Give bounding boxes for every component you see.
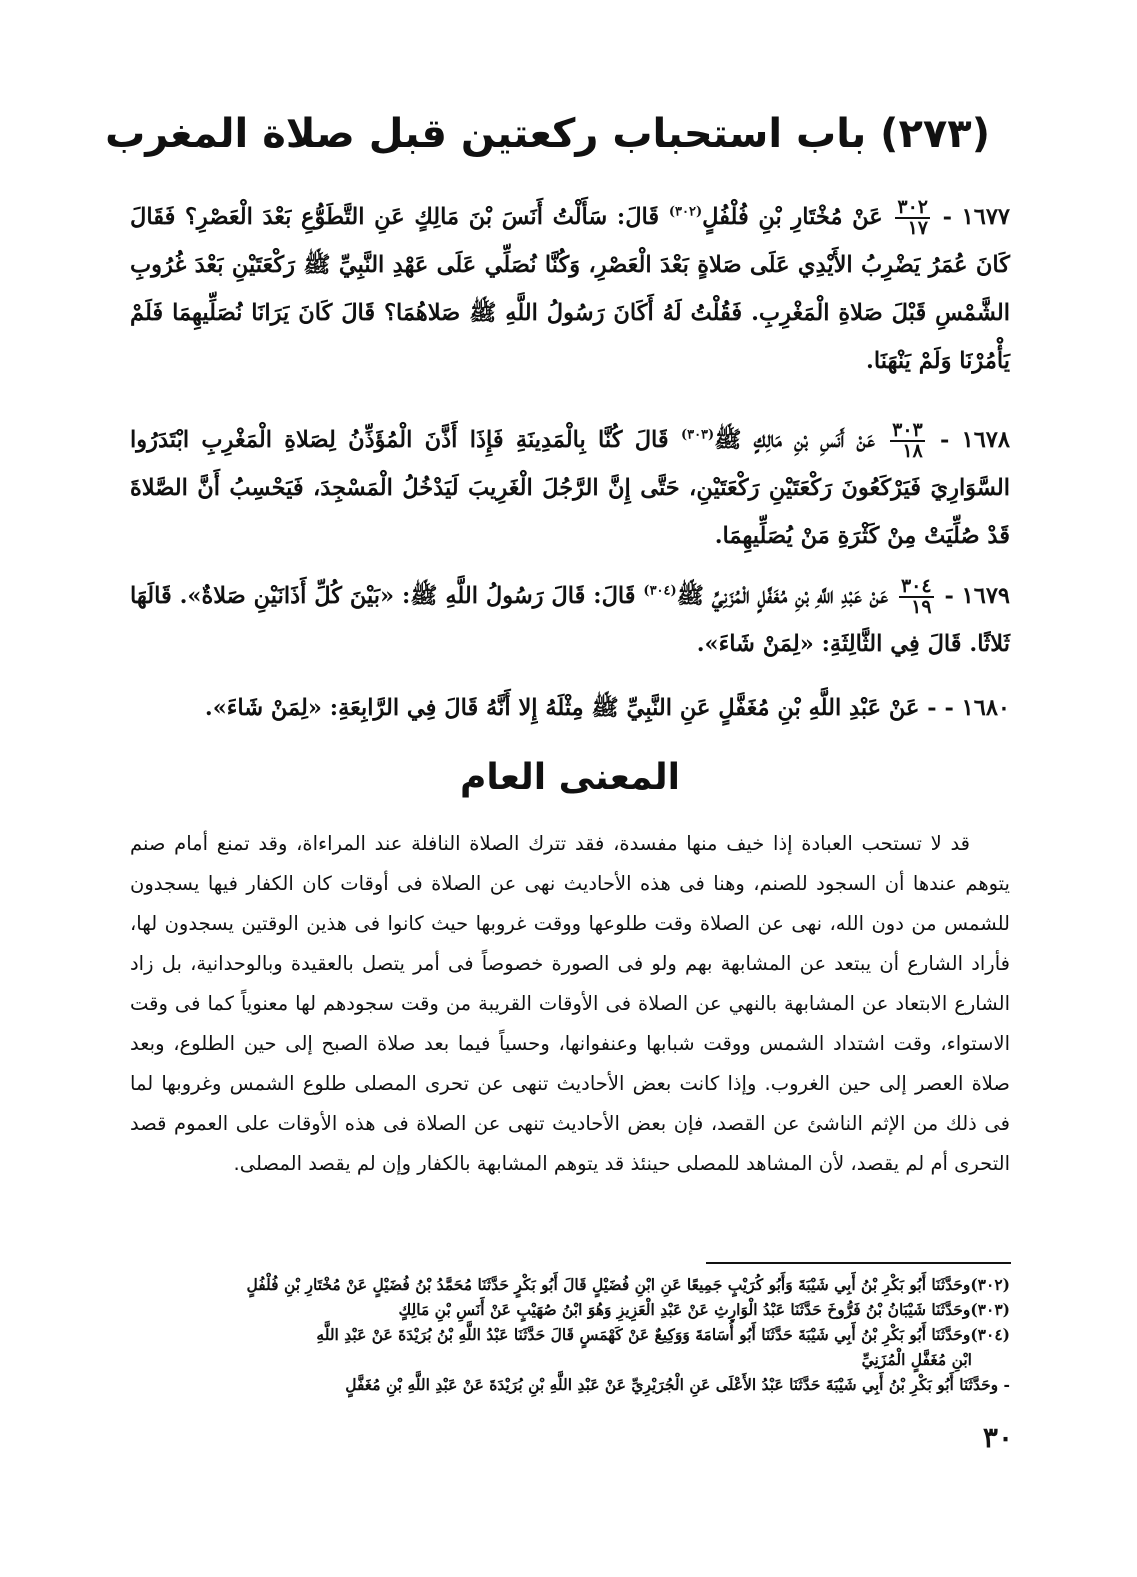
hadith-narrator: عَنْ أَنَسِ بْنِ مَالِكٍ ﷺ [714, 427, 875, 453]
footnote-marker: (٣٠٢) [668, 204, 703, 220]
hadith-1679 [130, 572, 1010, 672]
hadith-narrator: عَنْ عَبْدِ اللَّهِ بْنِ مُغَفَّلٍ الْمُزَنِيِّ ﷺ [676, 583, 889, 609]
section-title: المعنى العام [459, 757, 681, 798]
hadith-1677 [130, 193, 1010, 393]
footnote-303: (٣٠٣)وحَدَّثَنَا شَيْبَانُ بْنُ فَرُّوخَ حَدَّثَنَا عَبْدُ الْوَارِثِ عَنْ عَبْدِ الْعَزِيزِ وَهُوَ ابْنُ صُهَيْبٍ عَنْ أَنَسِ بْنِ مَالِكٍ [398, 1300, 1010, 1319]
hadith-reference-fraction [899, 577, 934, 617]
fraction-bottom: ١٩ [911, 596, 932, 618]
hadith-number: ١٦٧٩ - [944, 583, 1011, 609]
hadith-text: قَالَ: قَالَ رَسُولُ اللَّهِ ﷺ: «بَيْنَ كُلِّ أَذَانَيْنِ صَلاةٌ». قَالَهَا ثَلاثًا. قَالَ فِي الثَّالِثَةِ: «لِمَنْ شَاءَ». [130, 583, 1010, 657]
footnote-304: (٣٠٤)وحَدَّثَنَا أَبُو بَكْرِ بْنُ أَبِي شَيْبَةَ حَدَّثَنَا أَبُو أُسَامَةَ وَوَكِيعٌ عَنْ كَهْمَسٍ قَالَ حَدَّثَنَا عَبْدُ اللَّهِ بْنُ بُرَيْدَةَ عَنْ عَبْدِ اللَّهِ [316, 1325, 1010, 1344]
footnotes [126, 1272, 1010, 1397]
hadith-number: ١٦٨٠ - [944, 695, 1010, 721]
hadith-number: ١٦٧٧ - [942, 204, 1010, 230]
hadith-1678 [130, 416, 1010, 568]
hadith-text: - عَنْ عَبْدِ اللَّهِ بْنِ مُغَفَّلٍ عَنِ النَّبِيِّ ﷺ مِثْلَهُ إِلا أَنَّهُ قَالَ فِي الرَّابِعَةِ: «لِمَنْ شَاءَ». [204, 695, 937, 721]
footnote-extra-chain: - وحَدَّثَنَا أَبُو بَكْرِ بْنُ أَبِي شَيْبَةَ حَدَّثَنَا عَبْدُ الأَعْلَى عَنِ الْجُرَيْرِيِّ عَنْ عَبْدِ اللَّهِ بْنِ بُرَيْدَةَ عَنْ عَبْدِ اللَّهِ بْنِ مُغَفَّلٍ [345, 1375, 1010, 1394]
footnote-marker: (٣٠٤) [643, 583, 677, 599]
fraction-top: ٣٠٣ [892, 419, 923, 441]
commentary-paragraph: قد لا تستحب العبادة إذا خيف منها مفسدة، فقد تترك الصلاة النافلة عند المراءاة، وقد تمنع أمام صنم يتوهم عندها أن السجود للصنم، وهنا فى هذه الأحاديث نهى عن الصلاة فى أوقات كان الكفار فيها يسجدون للشمس من دون الله، نهى عن الصلاة وقت طلوعها ووقت غروبها حيث كانوا فى هذين الوقتين يسجدون لها، فأراد الشارع أن يبتعد عن المشابهة بهم ولو فى الصورة خصوصاً فى أمر يتصل بالعقيدة وبالوحدانية، بل زاد الشارع الابتعاد عن المشابهة بالنهي عن الصلاة فى الأوقات القريبة من وقت سجودهم لها معنوياً كما فى وقت الاستواء، وقت اشتداد الشمس ووقت شبابها وعنفوانها، وحسياً فيما بعد صلاة الصبح إلى حين الطلوع، وبعد صلاة العصر إلى حين الغروب. وإذا كانت بعض الأحاديث تنهى عن تحرى المصلى طلوع الشمس وغروبها لما فى ذلك من الإثم الناشئ عن القصد، فإن بعض الأحاديث تنهى عن الصلاة فى هذه الأوقات على العموم قصد التحرى أم لم يقصد، لأن المشاهد للمصلى حينئذ قد يتوهم المشابهة بالكفار وإن لم يقصد المصلى. [130, 832, 1010, 1175]
hadith-text: قَالَ كُنَّا بِالْمَدِينَةِ فَإِذَا أَذَّنَ الْمُؤَذِّنُ لِصَلاةِ الْمَغْرِبِ ابْتَدَرُوا السَّوَارِيَ فَيَرْكَعُونَ رَكْعَتَيْنِ رَكْعَتَيْنِ، حَتَّى إِنَّ الرَّجُلَ الْغَرِيبَ لَيَدْخُلُ الْمَسْجِدَ، فَيَحْسِبُ أَنَّ الصَّلاةَ قَدْ صُلِّيَتْ مِنْ كَثْرَةِ مَنْ يُصَلِّيهِمَا. [130, 427, 1010, 549]
page-number: ٣٠ [982, 1421, 1013, 1454]
fraction-bottom: ١٨ [902, 440, 923, 462]
fraction-top: ٣٠٢ [897, 196, 928, 218]
hadith-narrator: عَنْ مُخْتَارِ بْنِ فُلْفُلٍ [702, 204, 883, 230]
footnote-302: (٣٠٢)وحَدَّثَنَا أَبُو بَكْرِ بْنُ أَبِي شَيْبَةَ وَأَبُو كُرَيْبٍ جَمِيعًا عَنِ ابْنِ فُضَيْلٍ قَالَ أَبُو بَكْرٍ حَدَّثَنَا مُحَمَّدُ بْنُ فُضَيْلٍ عَنْ مُخْتَارِ بْنِ فُلْفُلٍ [246, 1275, 1010, 1294]
footnote-304-continuation: ابْنِ مُغَفَّلٍ الْمُزَنِيِّ [861, 1350, 972, 1369]
hadith-reference-fraction [895, 198, 930, 238]
footnote-marker: (٣٠٣) [680, 427, 715, 443]
fraction-bottom: ١٧ [907, 217, 928, 239]
footnote-divider [706, 1262, 1011, 1264]
fraction-top: ٣٠٤ [900, 575, 932, 597]
hadith-text: قَالَ: سَأَلْتُ أَنَسَ بْنَ مَالِكٍ عَنِ التَّطَوُّعِ بَعْدَ الْعَصْرِ؟ فَقَالَ كَانَ عُمَرُ يَضْرِبُ الأَيْدِي عَلَى صَلاةٍ بَعْدَ الْعَصْرِ، وَكُنَّا نُصَلِّي عَلَى عَهْدِ النَّبِيِّ ﷺ رَكْعَتَيْنِ بَعْدَ غُرُوبِ الشَّمْسِ قَبْلَ صَلاةِ الْمَغْرِبِ. فَقُلْتُ لَهُ أَكَانَ رَسُولُ اللَّهِ ﷺ صَلاهُمَا؟ قَالَ كَانَ يَرَانَا نُصَلِّيهِمَا فَلَمْ يَأْمُرْنَا وَلَمْ يَنْهَنَا. [130, 204, 1010, 374]
chapter-title: (٢٧٣) باب استحباب ركعتين قبل صلاة المغرب [105, 111, 990, 157]
hadith-reference-fraction [890, 421, 925, 461]
hadith-number: ١٦٧٨ - [940, 427, 1010, 453]
hadith-1680 [130, 684, 1010, 732]
